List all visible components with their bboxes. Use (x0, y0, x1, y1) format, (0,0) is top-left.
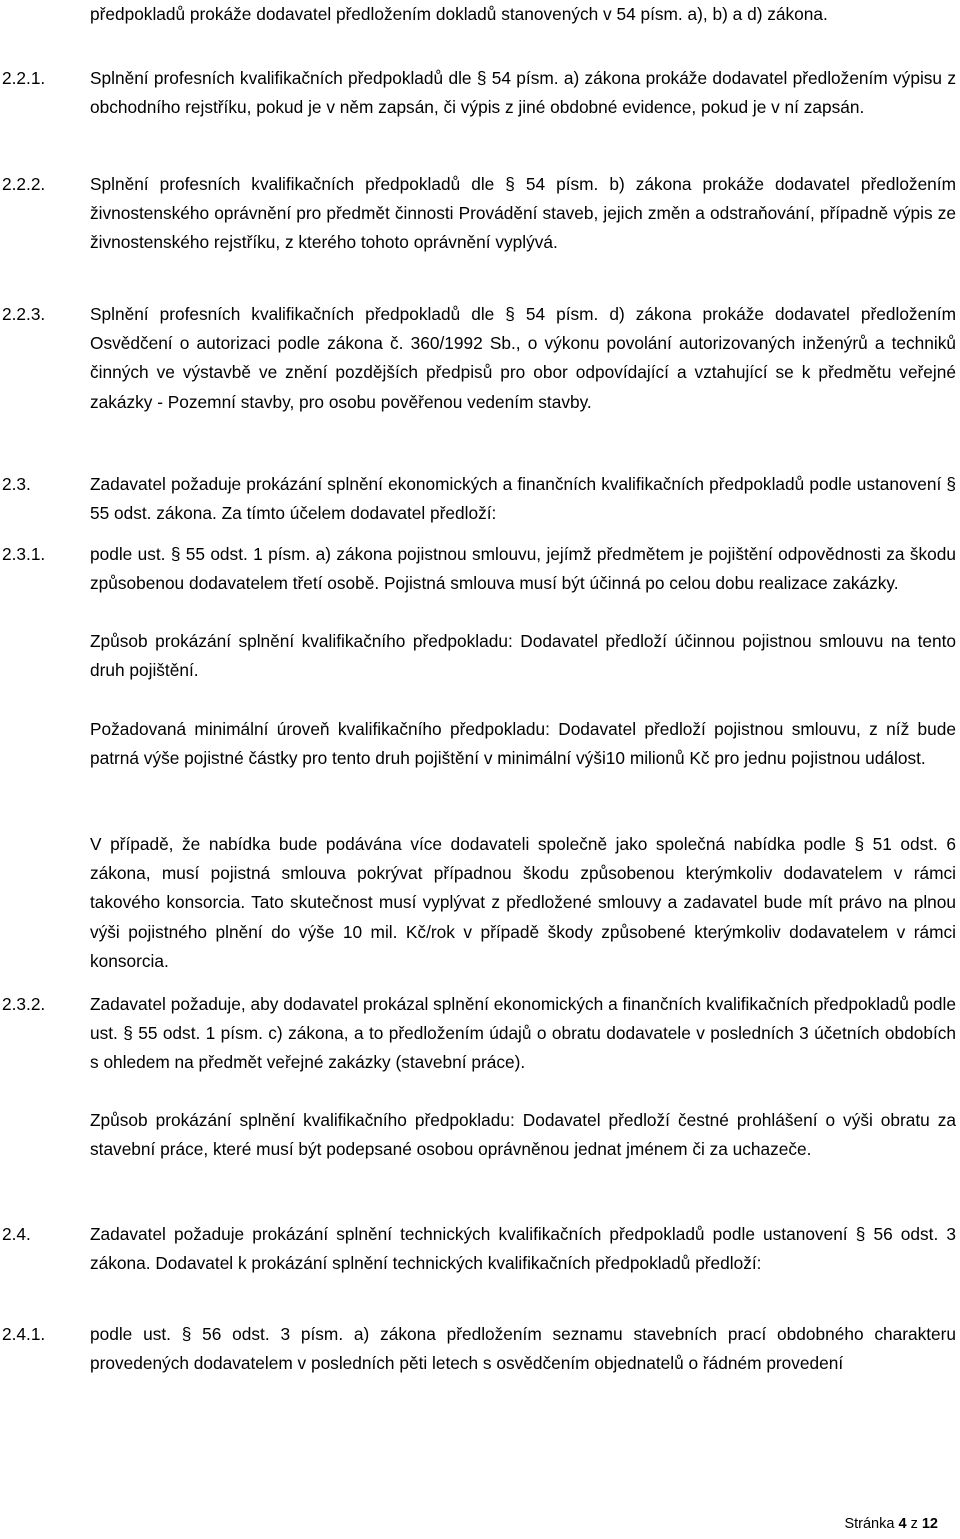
paragraph-2-3-2-proof: Způsob prokázání splnění kvalifikačního předpokladu: Dodavatel předloží čestné prohlášení o výši obratu za stavební práce, které musí být podepsané osobou oprávněnou jednat jménem či za uchazeče. (90, 1110, 956, 1160)
paragraph-continuation: předpokladů prokáže dodavatel předložením dokladů stanovených v 54 písm. a), b) a d) zákona. (90, 4, 828, 24)
paragraph-2-3: Zadavatel požaduje prokázání splnění ekonomických a finančních kvalifikačních předpokladů podle ustanovení § 55 odst. zákona. Za tímto účelem dodavatel předloží: (90, 474, 956, 524)
paragraph-minimum-level: Požadovaná minimální úroveň kvalifikačního předpokladu: Dodavatel předloží pojistnou smlouvu, z níž bude patrná výše pojistné částky pro tento druh pojištění v minimální výši10 milionů Kč pro jednu pojistnou událost. (90, 719, 956, 769)
footer-label: Stránka (844, 1516, 895, 1532)
section-number: 2.3.2. (2, 994, 46, 1014)
page-footer (844, 1515, 938, 1533)
paragraph-2-2-1: Splnění profesních kvalifikačních předpokladů dle § 54 písm. a) zákona prokáže dodavatel předložením výpisu z obchodního rejstříku, pokud je v něm zapsán, či výpis z jiné obdobné evidence, pokud je v ní zapsán. (90, 68, 956, 118)
paragraph-2-4-1: podle ust. § 56 odst. 3 písm. a) zákona předložením seznamu stavebních prací obdobného charakteru provedených dodavatelem v posledních pěti letech s osvědčením objednatelů o řádném provedení (90, 1324, 956, 1374)
paragraph-2-3-1-proof: Způsob prokázání splnění kvalifikačního předpokladu: Dodavatel předloží účinnou pojistnou smlouvu na tento druh pojištění. (90, 631, 956, 681)
paragraph-2-2-2: Splnění profesních kvalifikačních předpokladů dle § 54 písm. b) zákona prokáže dodavatel předložením živnostenského oprávnění pro předmět činnosti Provádění staveb, jejich změn a odstraňování, případně výpis ze živnostenského rejstříku, z kterého tohoto oprávnění vyplývá. (90, 174, 956, 253)
section-number: 2.2.2. (2, 174, 46, 194)
footer-page-number: 4 (898, 1516, 907, 1532)
section-number: 2.2.3. (2, 304, 46, 324)
footer-page-total: 12 (921, 1516, 938, 1532)
paragraph-2-4: Zadavatel požaduje prokázání splnění technických kvalifikačních předpokladů podle ustanovení § 56 odst. 3 zákona. Dodavatel k prokázání splnění technických kvalifikačních předpokladů předloží: (90, 1224, 956, 1274)
section-number: 2.2.1. (2, 68, 46, 88)
section-number: 2.3. (2, 474, 31, 494)
paragraph-2-2-3: Splnění profesních kvalifikačních předpokladů dle § 54 písm. d) zákona prokáže dodavatel předložením Osvědčení o autorizaci podle zákona č. 360/1992 Sb., o výkonu povolání autorizovaných inženýrů a techniků činných ve výstavbě ve znění pozdějších předpisů pro obor odpovídající a vztahující se k předmětu veřejné zakázky - Pozemní stavby, pro osobu pověřenou vedením stavby. (90, 304, 956, 412)
section-number: 2.4.1. (2, 1324, 46, 1344)
paragraph-consortium: V případě, že nabídka bude podávána více dodavateli společně jako společná nabídka podle § 51 odst. 6 zákona, musí pojistná smlouva pokrývat případnou škodu způsobenou kterýmkoliv dodavatelem v rámci takového konsorcia. Tato skutečnost musí vyplývat z předložené smlouvy a zadavatel bude mít právo na plnou výši pojistného plnění do výše 10 mil. Kč/rok v případě škody způsobené kterýmkoliv dodavatelem v rámci konsorcia. (90, 834, 956, 971)
section-number: 2.3.1. (2, 544, 46, 564)
footer-separator: z (910, 1516, 918, 1532)
paragraph-2-3-1: podle ust. § 55 odst. 1 písm. a) zákona pojistnou smlouvu, jejímž předmětem je pojištění odpovědnosti za škodu způsobenou dodavatelem třetí osobě. Pojistná smlouva musí být účinná po celou dobu realizace zakázky. (90, 544, 956, 594)
paragraph-2-3-2: Zadavatel požaduje, aby dodavatel prokázal splnění ekonomických a finančních kvalifikačních předpokladů podle ust. § 55 odst. 1 písm. c) zákona, a to předložením údajů o obratu dodavatele v posledních 3 účetních obdobích s ohledem na předmět veřejné zakázky (stavební práce). (90, 994, 956, 1073)
section-number: 2.4. (2, 1224, 31, 1244)
